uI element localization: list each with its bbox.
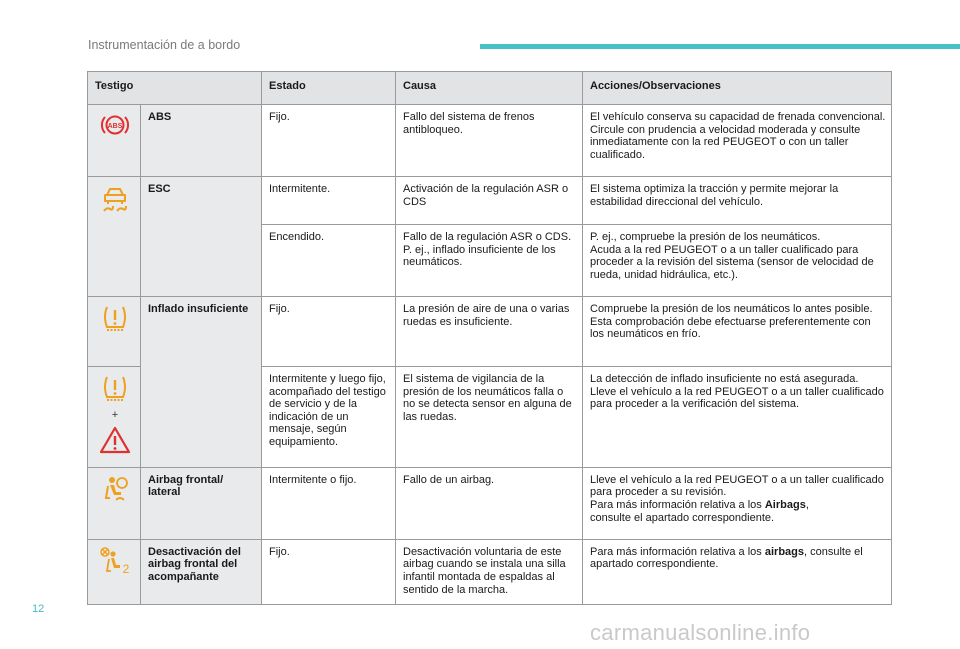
row-causa: Fallo del sistema de frenos antibloqueo. xyxy=(396,105,583,177)
row-estado: Intermitente o fijo. xyxy=(262,467,396,539)
acciones-text: Para más información relativa a los xyxy=(590,545,765,558)
row-name: Airbag frontal/ lateral xyxy=(141,467,262,539)
esc-warning-icon xyxy=(100,183,130,213)
table-row xyxy=(88,467,892,539)
abs-icon-cell xyxy=(88,105,141,177)
section-title: Instrumentación de a bordo xyxy=(88,38,241,52)
row-causa: Fallo de la regulación ASR o CDS. P. ej., inflado insuficiente de los neumáticos. xyxy=(396,225,583,297)
acciones-text: , consulte el apartado correspondiente. xyxy=(590,545,863,571)
acciones-bold: airbags xyxy=(764,545,804,558)
row-causa: El sistema de vigilancia de la presión de los neumáticos falla o no se detecta sensor en alguna de las ruedas. xyxy=(396,367,583,468)
row-name: ABS xyxy=(141,105,262,177)
esc-icon-cell xyxy=(88,177,141,297)
header-acciones: Acciones/Observaciones xyxy=(583,72,892,105)
row-estado: Intermitente. xyxy=(262,177,396,225)
acciones-text: , consulte el apartado correspondiente. xyxy=(590,498,809,524)
header-testigo: Testigo xyxy=(88,72,262,105)
row-estado: Fijo. xyxy=(262,105,396,177)
svg-text:ABS: ABS xyxy=(107,123,123,130)
table-row xyxy=(88,105,892,177)
tyre-service-icon-cell xyxy=(88,367,141,468)
header-accent-bar xyxy=(480,44,960,49)
row-acciones: P. ej., compruebe la presión de los neumáticos. Acuda a la red PEUGEOT o a un taller cualificado para proceder a la revisión del sistema (sensor de velocidad de rueda, unidad hidráulica, etc.). xyxy=(583,225,892,297)
tyre-pressure-plus-service-icon xyxy=(100,373,130,403)
acciones-text: Lleve el vehículo a la red PEUGEOT o a un taller cualificado para proceder a su revisión. Para más información relativa a los xyxy=(590,473,884,511)
row-acciones xyxy=(583,539,892,604)
watermark: carmanualsonline.info xyxy=(590,620,811,645)
row-estado: Fijo. xyxy=(262,297,396,367)
airbag-icon xyxy=(100,474,130,504)
row-causa: Fallo de un airbag. xyxy=(396,467,583,539)
table-row xyxy=(88,539,892,604)
row-causa: Desactivación voluntaria de este airbag cuando se instala una silla infantil montada de espaldas al sentido de la marcha. xyxy=(396,539,583,604)
table-row xyxy=(88,177,892,225)
header-estado: Estado xyxy=(262,72,396,105)
tyre-icon-cell xyxy=(88,297,141,367)
table-row xyxy=(88,297,892,367)
airbag-icon-cell xyxy=(88,467,141,539)
row-acciones: El sistema optimiza la tracción y permite mejorar la estabilidad direccional del vehículo. xyxy=(583,177,892,225)
acciones-bold: Airbags xyxy=(764,498,806,511)
row-estado: Fijo. xyxy=(262,539,396,604)
row-name: ESC xyxy=(141,177,262,297)
passenger-airbag-off-icon xyxy=(98,546,132,576)
service-warning-icon xyxy=(99,425,131,455)
page-number: 12 xyxy=(32,603,45,615)
row-causa: La presión de aire de una o varias ruedas es insuficiente. xyxy=(396,297,583,367)
svg-text:2: 2 xyxy=(122,561,130,576)
row-estado: Intermitente y luego fijo, acompañado del testigo de servicio y de la indicación de un mensaje, según equipamiento. xyxy=(262,367,396,468)
row-estado: Encendido. xyxy=(262,225,396,297)
warning-lights-table xyxy=(87,71,892,605)
abs-warning-icon xyxy=(100,111,130,139)
row-acciones: Compruebe la presión de los neumáticos lo antes posible. Esta comprobación debe efectuarse preferentemente con los neumáticos en frío. xyxy=(583,297,892,367)
row-acciones: El vehículo conserva su capacidad de frenada convencional. Circule con prudencia a velocidad moderada y consulte inmediatamente con la red PEUGEOT o con un taller cualificado. xyxy=(583,105,892,177)
tyre-pressure-icon xyxy=(100,303,130,333)
header-causa: Causa xyxy=(396,72,583,105)
row-acciones: La detección de inflado insuficiente no está asegurada. Lleve el vehículo a la red PEUGEOT o a un taller cualificado para proceder a la verificación del sistema. xyxy=(583,367,892,468)
table-header-row xyxy=(88,72,892,105)
airbag-off-icon-cell xyxy=(88,539,141,604)
row-causa: Activación de la regulación ASR o CDS xyxy=(396,177,583,225)
row-name: Inflado insuficiente xyxy=(141,297,262,468)
plus-sign: + xyxy=(111,408,119,421)
row-name: Desactivación del airbag frontal del acompañante xyxy=(141,539,262,604)
row-acciones xyxy=(583,467,892,539)
